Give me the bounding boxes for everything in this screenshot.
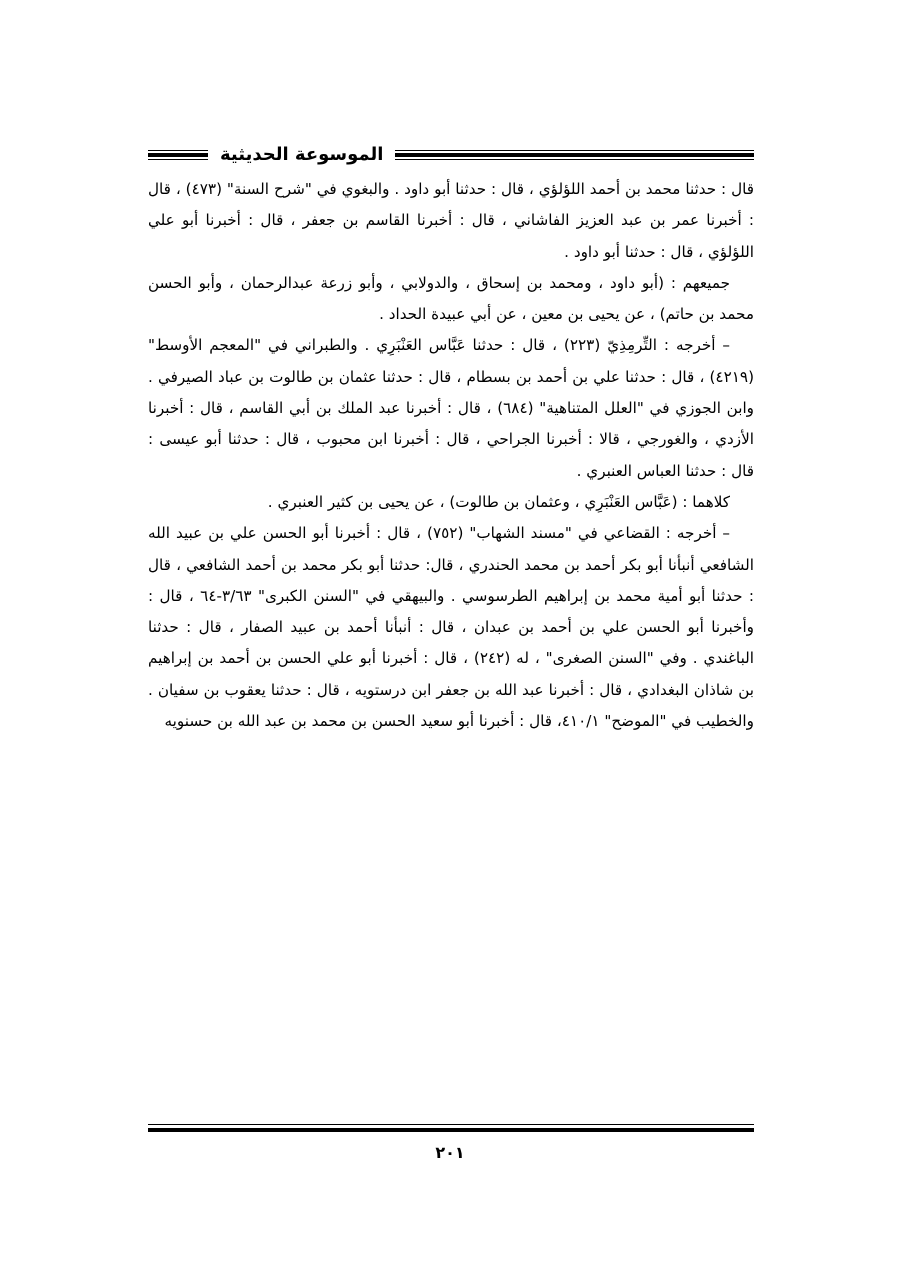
header-rule-left [148, 150, 208, 160]
paragraph: قال : حدثنا محمد بن أحمد اللؤلؤي ، قال : حدثنا أبو داود . والبغوي في "شرح السنة" (٤٧٣) ، قال : أخبرنا عمر بن عبد العزيز الفاشاني ، قال : أخبرنا القاسم بن جعفر ، قال : أخبرنا أبو علي اللؤلؤي ، قال : حدثنا أبو داود . [148, 180, 755, 261]
paragraph: – أخرجه : القضاعي في "مسند الشهاب" (٧٥٢) ، قال : أخبرنا أبو الحسن علي بن عبيد الله الشافعي أنبأنا أبو بكر أحمد بن محمد الحندري ، قال: حدثنا أبو بكر محمد بن أحمد الشافعي ، قال : حدثنا أبو أمية محمد بن إبراهيم الطرسوسي . والبيهقي في "السنن الكبرى" ٣/٦٣-٦٤ ، قال : وأخبرنا أبو الحسن علي بن أحمد بن عبدان ، قال : أنبأنا أحمد بن عبيد الصفار ، قال : حدثنا الباغندي . وفي "السنن الصغرى" ، له (٢٤٢) ، قال : أخبرنا أبو علي الحسن بن أحمد بن إبراهيم بن شاذان البغدادي ، قال : أخبرنا عبد الله بن جعفر ابن درستويه ، قال : حدثنا يعقوب بن سفيان . والخطيب في "الموضح" ٤١٠/١، قال : أخبرنا أبو سعيد الحسن بن محمد بن عبد الله بن حسنويه [148, 524, 754, 731]
header-title: الموسوعة الحديثية [220, 144, 384, 165]
paragraph: – أخرجه : التِّرمِذِيّ (٢٢٣) ، قال : حدثنا عَبَّاس العَنْبَرِي . والطبراني في "المعجم الأوسط" (٤٢١٩) ، قال : حدثنا علي بن أحمد بن بسطام ، قال : حدثنا عثمان بن طالوت بن عباد الصيرفي . وابن الجوزي في "العلل المتناهية" (٦٨٤) ، قال : أخبرنا عبد الملك بن أبي القاسم ، قال : أخبرنا الأزدي ، والغورجي ، قالا : أخبرنا الجراحي ، قال : أخبرنا ابن محبوب ، قال : حدثنا أبو عيسى : قال : حدثنا العباس العنبري . [148, 336, 755, 480]
page-number: ٢٠١ [435, 1143, 465, 1162]
body-text [148, 174, 754, 1104]
paragraph: جميعهم : (أبو داود ، ومحمد بن إسحاق ، والدولابي ، وأبو زرعة عبدالرحمان ، وأبو الحسن محمد بن حاتم) ، عن يحيى بن معين ، عن أبي عبيدة الحداد . [148, 273, 754, 324]
paragraph: كلاهما : (عَبَّاس العَنْبَرِي ، وعثمان بن طالوت) ، عن يحيى بن كثير العنبري . [267, 492, 730, 511]
running-header [148, 140, 754, 170]
header-rule-right [395, 150, 754, 160]
footer-rule [148, 1124, 754, 1136]
